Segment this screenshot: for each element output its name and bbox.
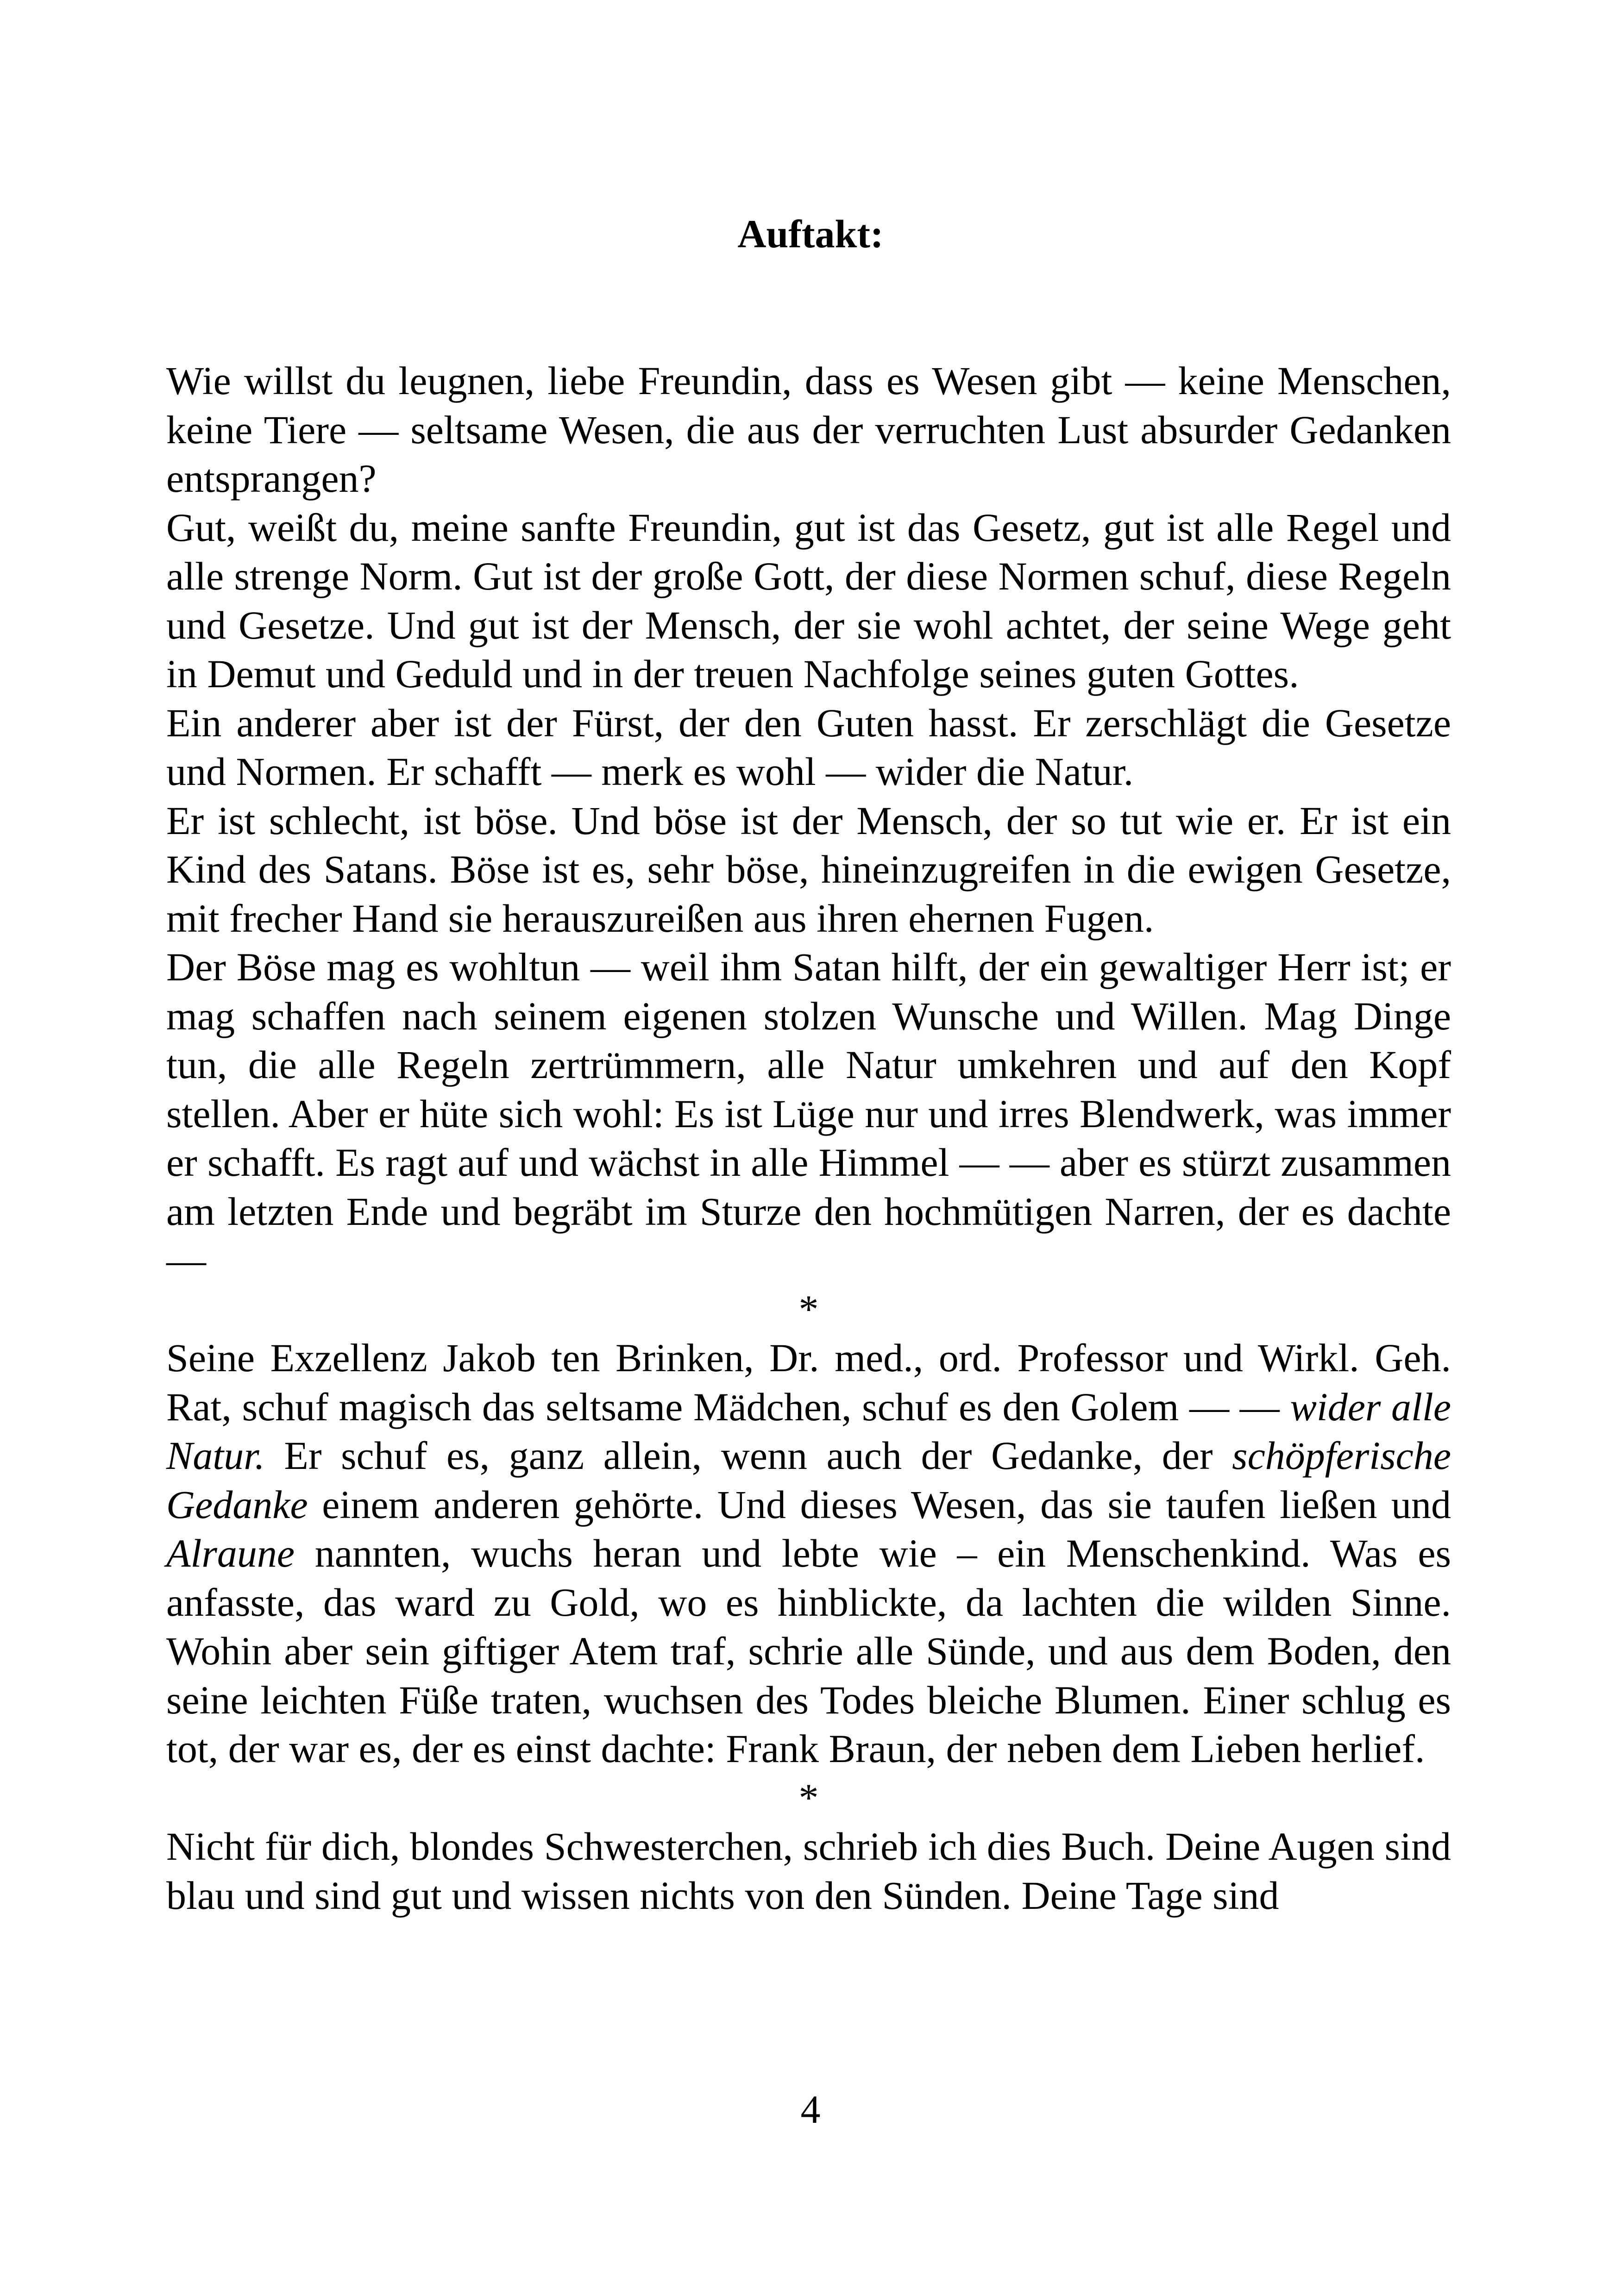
body-text (166, 357, 1451, 1920)
paragraph-6 (166, 1334, 1451, 1774)
paragraph-6-text-1: Seine Exzellenz Jakob ten Brinken, Dr. med., ord. Professor und Wirkl. Geh. Rat, schuf magisch das seltsame Mädchen, schuf es den Golem — — (166, 1336, 1451, 1429)
paragraph-4: Er ist schlecht, ist böse. Und böse ist der Mensch, der so tut wie er. Er ist ein Kind des Satans. Böse ist es, sehr böse, hineinzugreifen in die ewigen Gesetze, mit frecher Hand sie herauszureißen aus ihren ehernen Fugen. (166, 798, 1451, 941)
paragraph-1: Wie willst du leugnen, liebe Freundin, dass es Wesen gibt — keine Menschen, keine Tiere — seltsame Wesen, die aus der verruchten Lust absurder Gedanken entsprangen? (166, 358, 1451, 501)
paragraph-6-text-2: Er schuf es, ganz allein, wenn auch der Gedanke, der (264, 1433, 1232, 1478)
paragraph-6-italic-1: wider alle Natur. (166, 1384, 1451, 1478)
page-number: 4 (800, 2087, 821, 2132)
section-separator-1: * (798, 1286, 819, 1331)
paragraph-6-italic-2: schöpferische Gedanke (166, 1433, 1451, 1527)
paragraph-7: Nicht für dich, blondes Schwesterchen, schrieb ich dies Buch. Deine Augen sind blau und sind gut und wissen nichts von den Sünden. Deine Tage sind (166, 1824, 1451, 1918)
paragraph-3: Ein anderer aber ist der Fürst, der den Guten hasst. Er zerschlägt die Gesetze und Normen. Er schafft — merk es wohl — wider die Natur. (166, 700, 1451, 794)
page-heading: Auftakt: (737, 212, 884, 256)
section-separator-2: * (798, 1775, 819, 1820)
paragraph-5: Der Böse mag es wohltun — weil ihm Satan hilft, der ein gewaltiger Herr ist; er mag schaffen nach seinem eigenen stolzen Wunsche und Willen. Mag Dinge tun, die alle Regeln zertrümmern, alle Natur umkehren und auf den Kopf stellen. Aber er hüte sich wohl: Es ist Lüge nur und irres Blendwerk, was immer er schafft. Es ragt auf und wächst in alle Himmel — — aber es stürzt zusammen am letzten Ende und begräbt im Sturze den hochmütigen Narren, der es dachte — (166, 945, 1451, 1282)
paragraph-6-italic-3: Alraune (166, 1531, 295, 1575)
paragraph-2: Gut, weißt du, meine sanfte Freundin, gut ist das Gesetz, gut ist alle Regel und alle strenge Norm. Gut ist der große Gott, der diese Normen schuf, diese Regeln und Gesetze. Und gut ist der Mensch, der sie wohl achtet, der seine Wege geht in Demut und Geduld und in der treuen Nachfolge seines guten Gottes. (166, 505, 1451, 696)
paragraph-6-text-4: nannten, wuchs heran und lebte wie – ein Menschenkind. Was es anfasste, das ward zu Gold, wo es hinblickte, da lachten die wilden Sinne. Wohin aber sein giftiger Atem traf, schrie alle Sünde, und aus dem Boden, den seine leichten Füße traten, wuchsen des Todes bleiche Blumen. Einer schlug es tot, der war es, der es einst dachte: Frank Braun, der neben dem Lieben herlief. (166, 1531, 1451, 1771)
paragraph-6-text-3: einem anderen gehörte. Und dieses Wesen, das sie taufen ließen und (308, 1482, 1451, 1527)
